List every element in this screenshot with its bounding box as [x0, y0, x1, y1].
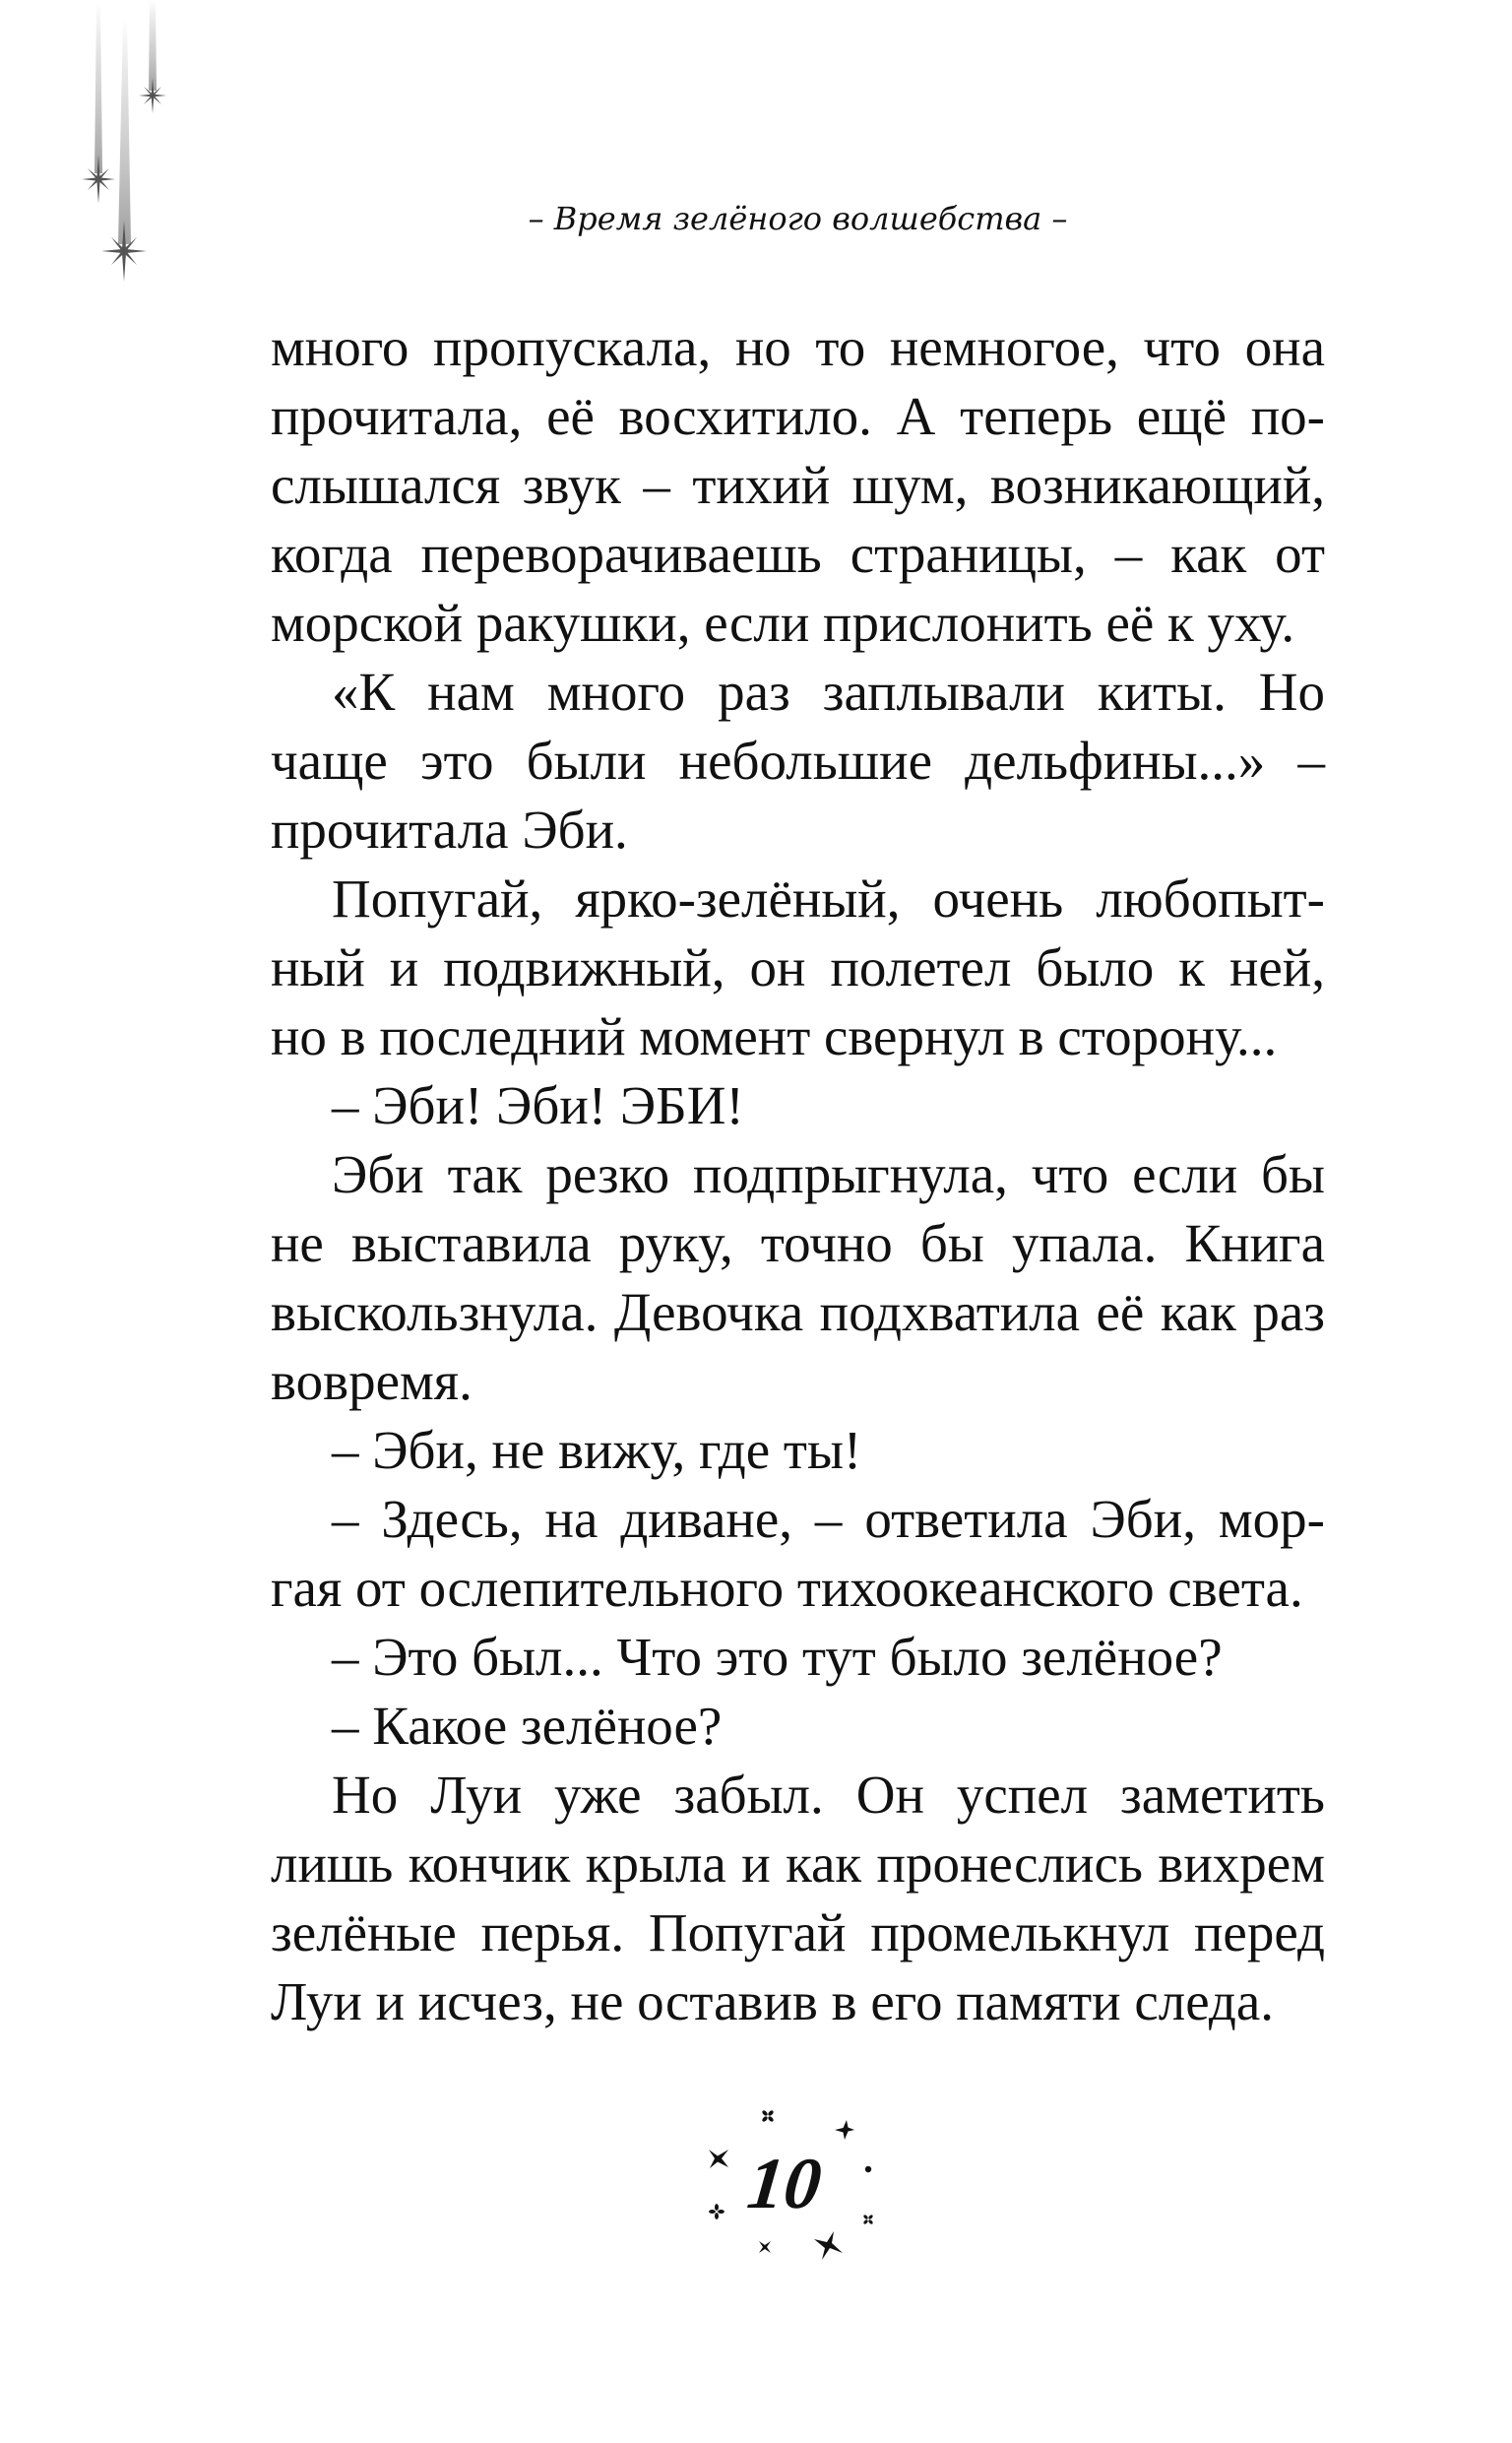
text-line: прочитала Эби. [271, 800, 628, 860]
text-line: много пропускала, но то немногое, что она [271, 317, 1325, 377]
text-line: – Какое зелёное? [332, 1696, 723, 1756]
text-line: Попугай, ярко-зелёный, очень любопыт- [332, 868, 1325, 929]
sparkle-star-icon [709, 2150, 728, 2168]
text-line: но в последний момент свернул в сторону... [271, 1006, 1278, 1066]
page-number: 10 [743, 2144, 826, 2224]
sparkle-flower-icon [709, 2204, 724, 2219]
text-line: «К нам много раз заплывали киты. Но [332, 662, 1325, 722]
text-line: Луи и исчез, не оставив в его памяти следа. [271, 1971, 1275, 2031]
sparkle-dot-icon [865, 2166, 871, 2172]
text-line: – Это был... Что это тут было зелёное? [332, 1627, 1223, 1687]
text-line: чаще это были небольшие дельфины...» – [271, 731, 1325, 791]
text-line: выскользнула. Девочка подхватила её как раз [271, 1282, 1325, 1342]
running-head: – Время зелёного волшебства – [528, 200, 1068, 237]
sparkle-star-icon [759, 2241, 771, 2253]
text-line: зелёные перья. Попугай промелькнул перед [271, 1902, 1325, 1962]
text-line: – Здесь, на диване, – ответила Эби, мор- [332, 1489, 1325, 1549]
text-line: ный и подвижный, он полетел было к ней, [271, 937, 1325, 997]
text-line: – Эби! Эби! ЭБИ! [332, 1075, 744, 1135]
text-line: не выставила руку, точно бы упала. Книга [271, 1213, 1325, 1273]
page-number-decoration [689, 2107, 906, 2275]
text-line: гая от ослепительного тихоокеанского света. [271, 1558, 1303, 1618]
sparkle-star-icon [814, 2231, 843, 2260]
text-line: морской ракушки, если прислонить её к уху. [271, 593, 1295, 653]
sparkle-star-icon [835, 2120, 854, 2140]
text-line: когда переворачиваешь страницы, – как от [271, 524, 1325, 584]
text-line: Но Луи уже забыл. Он успел заметить [332, 1765, 1325, 1825]
text-line: Эби так резко подпрыгнула, что если бы [332, 1144, 1325, 1204]
sparkle-flower-icon [863, 2215, 874, 2225]
text-line: прочитала, её восхитило. А теперь ещё по- [271, 386, 1325, 446]
text-line: вовремя. [271, 1351, 472, 1411]
shooting-stars-decoration [0, 0, 217, 295]
sparkle-flower-icon [761, 2109, 774, 2122]
text-line: – Эби, не вижу, где ты! [332, 1420, 862, 1480]
text-line: слышался звук – тихий шум, возникающий, [271, 455, 1325, 515]
trail-icon [94, 0, 157, 244]
text-line: лишь кончик крыла и как пронеслись вихрем [271, 1833, 1325, 1894]
